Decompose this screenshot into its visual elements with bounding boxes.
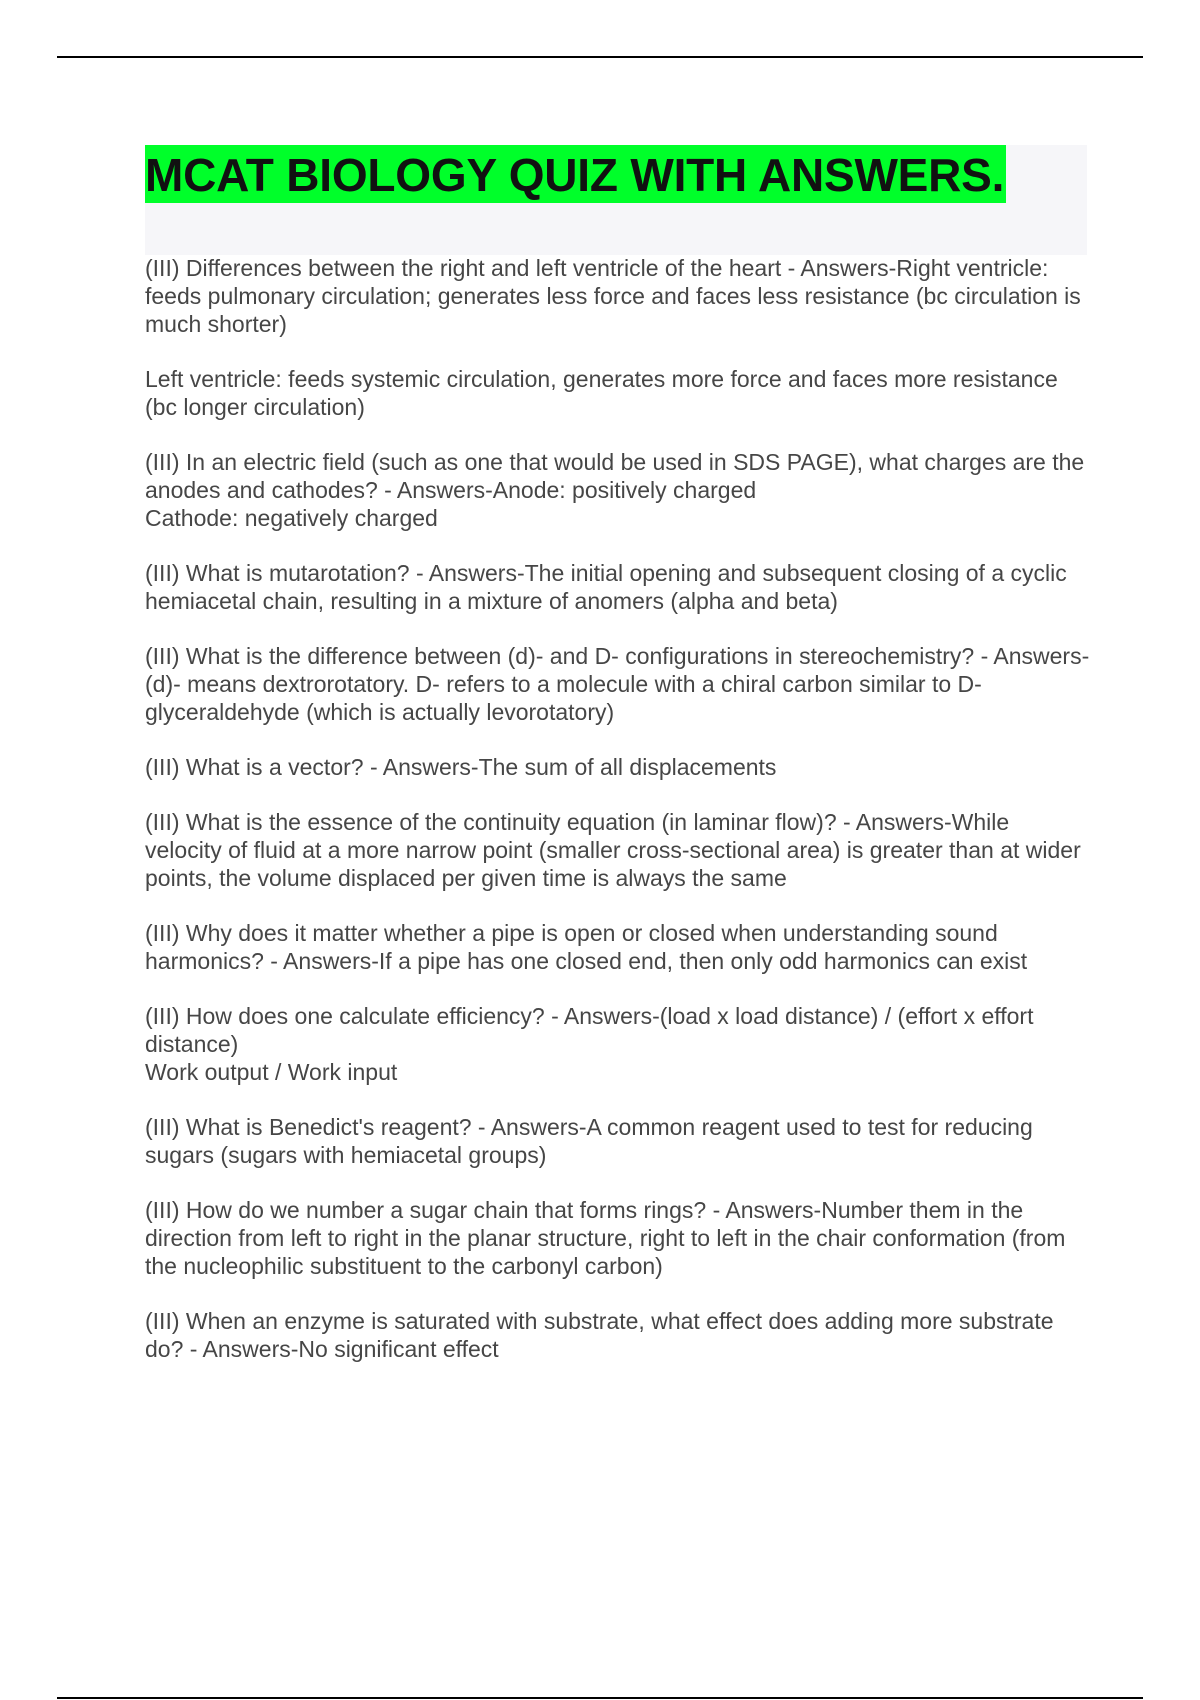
qa-entry-10 bbox=[145, 1113, 1090, 1169]
top-page-rule bbox=[57, 56, 1143, 58]
qa-entry-text: (III) How does one calculate efficiency? - Answers-(load x load distance) / (effort x effort distance) Work output / Work input bbox=[145, 1003, 1034, 1085]
qa-entry-text: (III) What is mutarotation? - Answers-The initial opening and subsequent closing of a cyclic hemiacetal chain, resulting in a mixture of anomers (alpha and beta) bbox=[145, 560, 1067, 614]
qa-entry-text: (III) What is the essence of the continuity equation (in laminar flow)? - Answers-While velocity of fluid at a more narrow point (smaller cross-sectional area) is greater than at wider points, the volume displaced per given time is always the same bbox=[145, 809, 1081, 891]
bottom-page-rule bbox=[57, 1697, 1143, 1699]
qa-entry-4 bbox=[145, 559, 1090, 615]
qa-entry-5 bbox=[145, 642, 1090, 726]
qa-entry-text: (III) Differences between the right and left ventricle of the heart - Answers-Right ventricle: feeds pulmonary circulation; generates less force and faces less resistance (bc circulation is much shorter) bbox=[145, 255, 1081, 337]
qa-entry-text: (III) What is a vector? - Answers-The sum of all displacements bbox=[145, 754, 777, 780]
qa-list bbox=[145, 254, 1090, 1390]
document-title: MCAT BIOLOGY QUIZ WITH ANSWERS. bbox=[145, 145, 1006, 203]
qa-entry-6 bbox=[145, 753, 1090, 781]
title-block bbox=[145, 145, 1087, 255]
qa-entry-9 bbox=[145, 1002, 1090, 1086]
qa-entry-text: (III) When an enzyme is saturated with substrate, what effect does adding more substrate do? - Answers-No significant effect bbox=[145, 1308, 1054, 1362]
qa-entry-text: Left ventricle: feeds systemic circulation, generates more force and faces more resistance (bc longer circulation) bbox=[145, 366, 1058, 420]
qa-entry-text: (III) What is Benedict's reagent? - Answers-A common reagent used to test for reducing sugars (sugars with hemiacetal groups) bbox=[145, 1114, 1033, 1168]
qa-entry-2 bbox=[145, 365, 1090, 421]
qa-entry-11 bbox=[145, 1196, 1090, 1280]
qa-entry-1 bbox=[145, 254, 1090, 338]
qa-entry-text: (III) Why does it matter whether a pipe is open or closed when understanding sound harmonics? - Answers-If a pipe has one closed end, then only odd harmonics can exist bbox=[145, 920, 1028, 974]
qa-entry-12 bbox=[145, 1307, 1090, 1363]
qa-entry-text: (III) In an electric field (such as one that would be used in SDS PAGE), what charges are the anodes and cathodes? - Answers-Anode: positively charged Cathode: negatively charged bbox=[145, 449, 1085, 531]
qa-entry-3 bbox=[145, 448, 1090, 532]
qa-entry-8 bbox=[145, 919, 1090, 975]
qa-entry-text: (III) What is the difference between (d)- and D- configurations in stereochemistry? - Answers-(d)- means dextrorotatory. D- refers to a molecule with a chiral carbon similar to D-glyceraldehyde (which is actually levorotatory) bbox=[145, 643, 1090, 725]
qa-entry-7 bbox=[145, 808, 1090, 892]
qa-entry-text: (III) How do we number a sugar chain that forms rings? - Answers-Number them in the direction from left to right in the planar structure, right to left in the chair conformation (from the nucleophilic substituent to the carbonyl carbon) bbox=[145, 1197, 1066, 1279]
